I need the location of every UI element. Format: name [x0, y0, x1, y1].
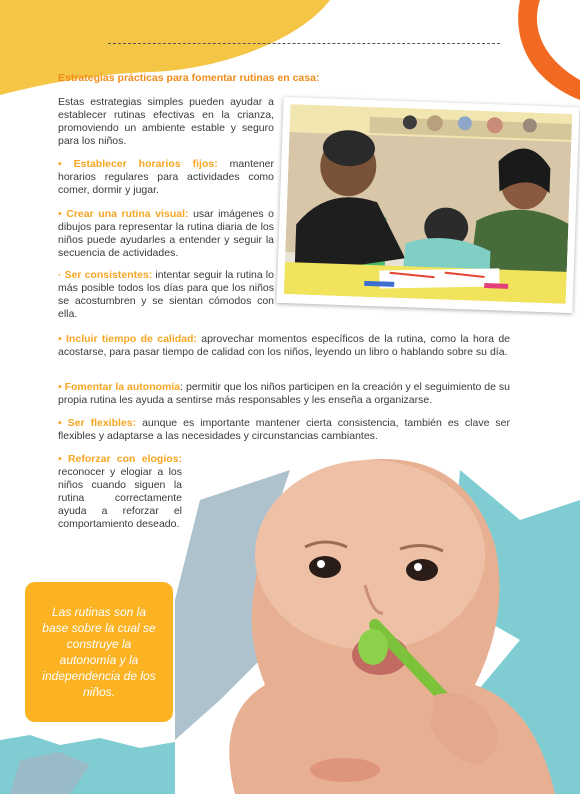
- strategy-lead: • Ser flexibles:: [58, 417, 137, 429]
- strategy-text: aunque es importante mantener cierta consistencia, también es clave ser flexibles y adaptarse a las necesidades y circunstancias cambiantes.: [58, 417, 510, 442]
- dashed-divider: [108, 43, 500, 44]
- strategy-text: intentar seguir la rutina lo más posible todos los días para que los niños se acostumbren y se sientan cómodos con ella.: [58, 269, 274, 320]
- strategy-item: [58, 381, 510, 407]
- strategy-text: usar imágenes o dibujos para representar la rutina diaria de los niños puede ayudarles a entender y seguir la secuencia de actividades.: [58, 208, 274, 259]
- strategy-text: : permitir que los niños participen en la creación y el seguimiento de su propia rutina les ayuda a sentirse más responsables y les enseña a organizarse.: [58, 381, 511, 406]
- strategy-lead: • Establecer horarios fijos:: [58, 158, 218, 170]
- strategy-item: [58, 333, 510, 359]
- intro-paragraph: Estas estrategias simples pueden ayudar a establecer rutinas efectivas en la crianza, promoviendo un ambiente estable y seguro para los niños.: [58, 96, 274, 147]
- family-photo: [284, 104, 572, 304]
- family-photo-frame: [276, 97, 579, 313]
- strategy-item: [58, 453, 182, 531]
- strategy-lead: · Ser consistentes:: [58, 269, 153, 281]
- strategy-lead: • Crear una rutina visual:: [58, 208, 189, 220]
- strategy-lead: • Incluir tiempo de calidad:: [58, 333, 197, 345]
- strategy-lead: • Fomentar la autonomía: [58, 381, 181, 393]
- quote-box: [25, 582, 173, 722]
- strategy-item: [58, 208, 274, 260]
- strategy-text: aprovechar momentos específicos de la rutina, como la hora de acostarse, para pasar tiempo de calidad con los niños, leyendo un libro o hablando sobre su día.: [58, 333, 510, 358]
- family-photo-illustration: [284, 104, 572, 304]
- section-title: Estrategias prácticas para fomentar rutinas en casa:: [58, 72, 320, 84]
- strategy-item: [58, 158, 274, 197]
- quote-text: Las rutinas son la base sobre la cual se construye la autonomía y la independencia de los niños.: [42, 605, 156, 699]
- strategy-lead: • Reforzar con elogios:: [58, 453, 182, 465]
- strategy-item: [58, 417, 510, 443]
- baby-toothbrush-illustration: [175, 455, 580, 794]
- strategy-item: [58, 269, 274, 321]
- strategy-text: reconocer y elogiar a los niños cuando siguen la rutina correctamente ayuda a reforzar el comportamiento deseado.: [58, 466, 182, 530]
- strategy-text: mantener horarios regulares para actividades como comer, dormir y jugar.: [58, 158, 274, 196]
